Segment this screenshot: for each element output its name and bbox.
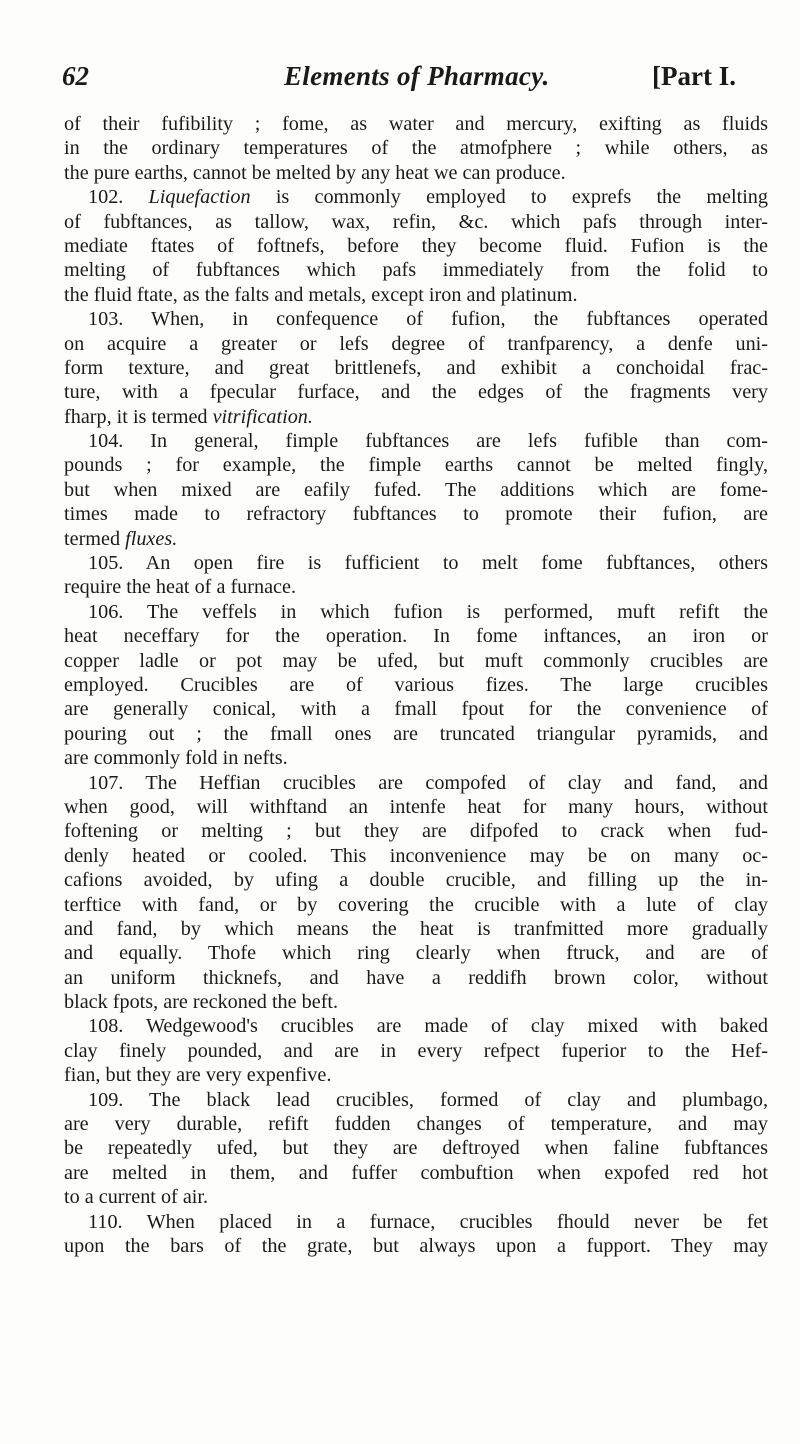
text-run: 102. [88, 186, 149, 209]
text-line [64, 307, 768, 331]
text-run: times made to refractory fubftances to promote their fufion, are [64, 503, 768, 526]
text-run: 109. The black lead crucibles, formed of clay and plumbago, [88, 1088, 768, 1111]
text-line [64, 966, 768, 990]
text-run: copper ladle or pot may be ufed, but muft commonly crucibles are [64, 649, 768, 672]
text-run: the pure earths, cannot be melted by any heat we can produce. [64, 161, 566, 184]
text-line [64, 405, 768, 429]
text-run: is commonly employed to exprefs the melting [250, 186, 768, 209]
text-line [64, 746, 768, 770]
text-line [64, 1039, 768, 1063]
text-line [64, 575, 768, 599]
text-line [64, 453, 768, 477]
text-line [64, 722, 768, 746]
text-run: the fluid ftate, as the falts and metals, except iron and platinum. [64, 283, 578, 306]
text-line [64, 771, 768, 795]
text-run: of their fufibility ; fome, as water and mercury, exifting as fluids [64, 113, 768, 135]
text-run: mediate ftates of foftnefs, before they become fluid. Fufion is the [64, 234, 768, 257]
text-line [64, 332, 768, 356]
text-line [64, 136, 768, 160]
text-run: require the heat of a furnace. [64, 576, 297, 599]
text-run: and equally. Thofe which ring clearly when ftruck, and are of [64, 942, 768, 965]
text-run: are generally conical, with a fmall fpout for the convenience of [64, 698, 768, 721]
text-run: denly heated or cooled. This inconvenience may be on many oc- [64, 844, 768, 867]
text-line [64, 893, 768, 917]
text-line [64, 527, 768, 551]
text-run: 103. When, in confequence of fufion, the fubftances operated [88, 308, 768, 331]
text-line [64, 380, 768, 404]
text-line [64, 429, 768, 453]
running-head [62, 54, 762, 98]
text-line [64, 600, 768, 624]
text-run: be repeatedly ufed, but they are deftroyed when faline fubftances [64, 1137, 768, 1160]
text-run: but when mixed are eafily fufed. The additions which are fome- [64, 478, 768, 501]
part-marker: [Part I. [652, 61, 736, 91]
italic-term: Liquefaction [148, 186, 251, 209]
text-line [64, 1088, 768, 1112]
text-run: foftening or melting ; but they are difpofed to crack when fud- [64, 820, 768, 843]
text-line [64, 990, 768, 1014]
page-number: 62 [62, 61, 89, 91]
running-title: Elements of Pharmacy. [284, 61, 550, 91]
text-line [64, 868, 768, 892]
text-line [64, 234, 768, 258]
text-line [64, 161, 768, 185]
text-line [64, 1161, 768, 1185]
text-run: ture, with a fpecular furface, and the edges of the fragments very [64, 381, 768, 404]
text-run: when good, will withftand an intenfe heat for many hours, without [64, 795, 768, 818]
text-line [64, 210, 768, 234]
text-line [64, 624, 768, 648]
text-run: heat neceffary for the operation. In fome inftances, an iron or [64, 625, 768, 648]
text-run: 104. In general, fimple fubftances are lefs fufible than com- [88, 430, 768, 453]
text-run: fharp, it is termed [64, 405, 213, 428]
italic-term: vitrification. [212, 405, 313, 428]
text-line [64, 551, 768, 575]
text-line [64, 941, 768, 965]
text-line [64, 649, 768, 673]
text-line [64, 283, 768, 307]
text-run: are very durable, refift fudden changes of temperature, and may [64, 1113, 768, 1136]
text-line [64, 1063, 768, 1087]
text-run: and fand, by which means the heat is tranfmitted more gradually [64, 917, 768, 940]
text-run: black fpots, are reckoned the beft. [64, 991, 339, 1014]
text-line [64, 1210, 768, 1234]
text-line [64, 1014, 768, 1038]
text-run: pounds ; for example, the fimple earths cannot be melted fingly, [64, 454, 768, 477]
text-run: 107. The Heffian crucibles are compofed of clay and fand, and [88, 771, 768, 794]
text-run: of fubftances, as tallow, wax, refin, &c. which pafs through inter- [64, 210, 768, 233]
text-line [64, 819, 768, 843]
text-run: are melted in them, and fuffer combuftion when expofed red hot [64, 1161, 768, 1184]
text-line [64, 795, 768, 819]
text-run: to a current of air. [64, 1186, 209, 1209]
text-run: pouring out ; the fmall ones are truncated triangular pyramids, and [64, 722, 768, 745]
text-run: in the ordinary temperatures of the atmofphere ; while others, as [64, 137, 768, 160]
text-line [64, 478, 768, 502]
text-run: 105. An open fire is fufficient to melt fome fubftances, others [88, 552, 768, 575]
text-line [64, 1234, 768, 1258]
text-run: employed. Crucibles are of various fizes. The large crucibles [64, 673, 768, 696]
body-text [64, 112, 768, 1258]
text-run: on acquire a greater or lefs degree of tranfparency, a denfe uni- [64, 332, 768, 355]
text-run: 110. When placed in a furnace, crucibles fhould never be fet [88, 1210, 768, 1233]
text-line [64, 917, 768, 941]
text-run: cafions avoided, by ufing a double crucible, and filling up the in- [64, 869, 768, 892]
text-line [64, 673, 768, 697]
text-run: an uniform thicknefs, and have a reddifh brown color, without [64, 966, 768, 989]
text-run: 106. The veffels in which fufion is performed, muft refift the [88, 600, 768, 623]
text-line [64, 112, 768, 136]
text-line [64, 697, 768, 721]
text-line [64, 356, 768, 380]
text-run: form texture, and great brittlenefs, and exhibit a conchoidal frac- [64, 356, 768, 379]
text-line [64, 1112, 768, 1136]
text-line [64, 258, 768, 282]
text-line [64, 1136, 768, 1160]
text-run: clay finely pounded, and are in every refpect fuperior to the Hef- [64, 1039, 768, 1062]
text-run: 108. Wedgewood's crucibles are made of clay mixed with baked [88, 1015, 768, 1038]
text-run: are commonly fold in nefts. [64, 747, 288, 770]
italic-term: fluxes. [125, 527, 178, 550]
text-run: terftice with fand, or by covering the crucible with a lute of clay [64, 893, 768, 916]
text-run: fian, but they are very expenfive. [64, 1064, 332, 1087]
text-line [64, 844, 768, 868]
text-line [64, 502, 768, 526]
text-line [64, 185, 768, 209]
text-run: melting of fubftances which pafs immediately from the folid to [64, 259, 768, 282]
text-run: termed [64, 527, 126, 550]
text-line [64, 1185, 768, 1209]
text-run: upon the bars of the grate, but always upon a fupport. They may [64, 1234, 768, 1257]
